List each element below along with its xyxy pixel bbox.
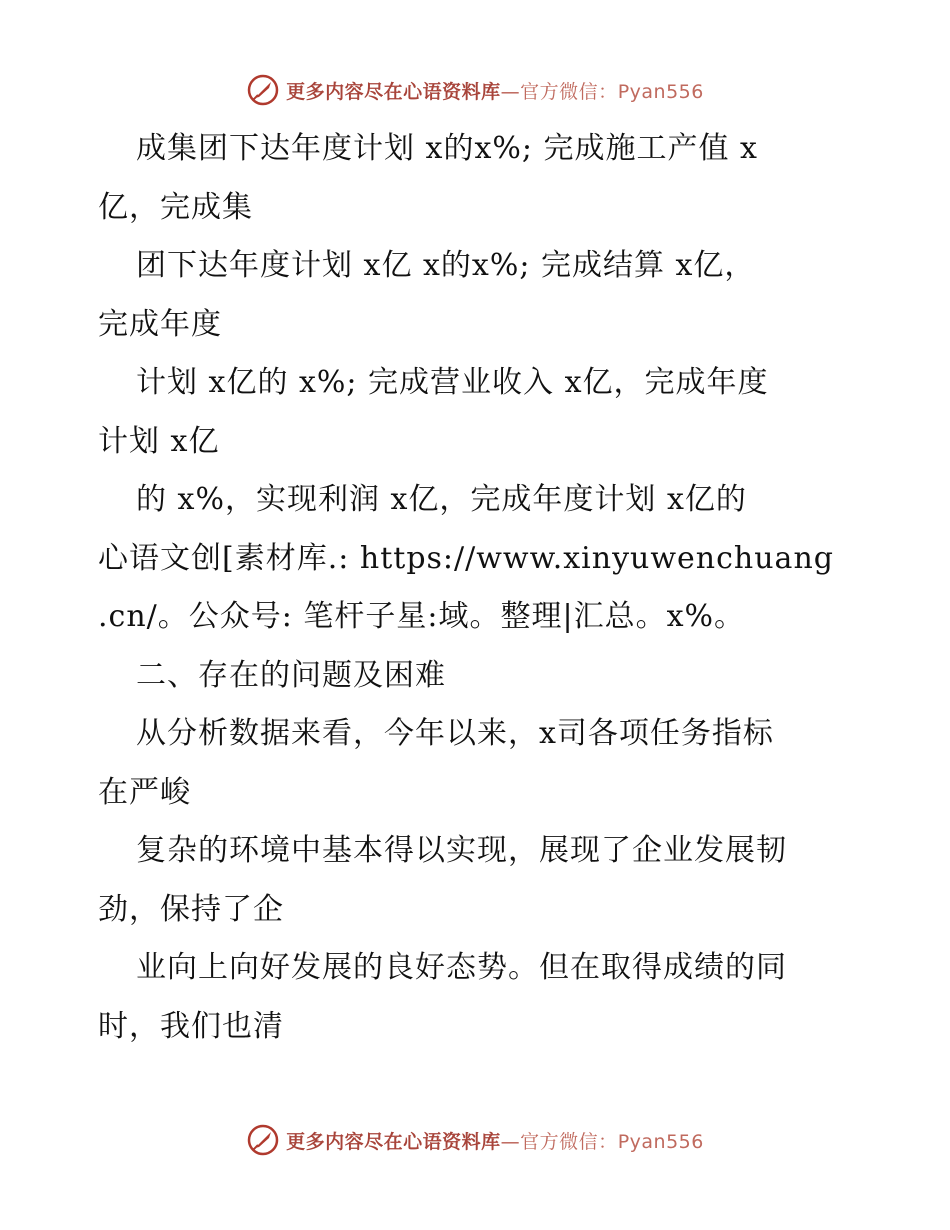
banner-text	[286, 77, 704, 104]
text-line: 亿，完成集	[98, 189, 253, 225]
text-line: .cn/。公众号: 笔杆子星:域。整理|汇总。x%。	[98, 599, 746, 634]
banner-separator: —	[500, 1130, 521, 1153]
footer-banner	[0, 1120, 950, 1160]
text-line: 完成年度	[98, 306, 222, 342]
quill-pen-logo-icon	[246, 73, 280, 107]
text-line: 业向上向好发展的良好态势。但在取得成绩的同	[136, 950, 787, 985]
text-line: 劲，保持了企	[98, 891, 284, 927]
text-line: 计划 x亿的 x%; 完成营业收入 x亿，完成年度	[136, 365, 769, 400]
text-line-link: 心语文创[素材库.: https://www.xinyuwenchuang	[98, 540, 834, 576]
section-heading: 二、存在的问题及困难	[136, 657, 446, 693]
text-line: 在严峻	[98, 774, 191, 810]
text-line: 团下达年度计划 x亿 x的x%; 完成结算 x亿，	[136, 248, 756, 283]
banner-brand: 更多内容尽在心语资料库	[286, 80, 501, 103]
text-line: 的 x%，实现利润 x亿，完成年度计划 x亿的	[136, 482, 747, 517]
document-body	[98, 120, 858, 1056]
banner-wechat-id: Pyan556	[617, 80, 704, 103]
header-banner	[0, 70, 950, 110]
banner-wechat-label: 官方微信：	[520, 1130, 618, 1153]
text-line: 成集团下达年度计划 x的x%; 完成施工产值 x	[136, 131, 758, 166]
banner-wechat-label: 官方微信：	[520, 80, 618, 103]
quill-pen-logo-icon	[246, 1123, 280, 1157]
banner-text	[286, 1127, 704, 1154]
banner-wechat-id: Pyan556	[617, 1130, 704, 1153]
banner-separator: —	[500, 80, 521, 103]
text-line: 计划 x亿	[98, 423, 220, 459]
text-line: 时，我们也清	[98, 1008, 284, 1044]
banner-brand: 更多内容尽在心语资料库	[286, 1130, 501, 1153]
text-line: 从分析数据来看，今年以来，x司各项任务指标	[136, 716, 774, 751]
text-line: 复杂的环境中基本得以实现，展现了企业发展韧	[136, 833, 787, 868]
